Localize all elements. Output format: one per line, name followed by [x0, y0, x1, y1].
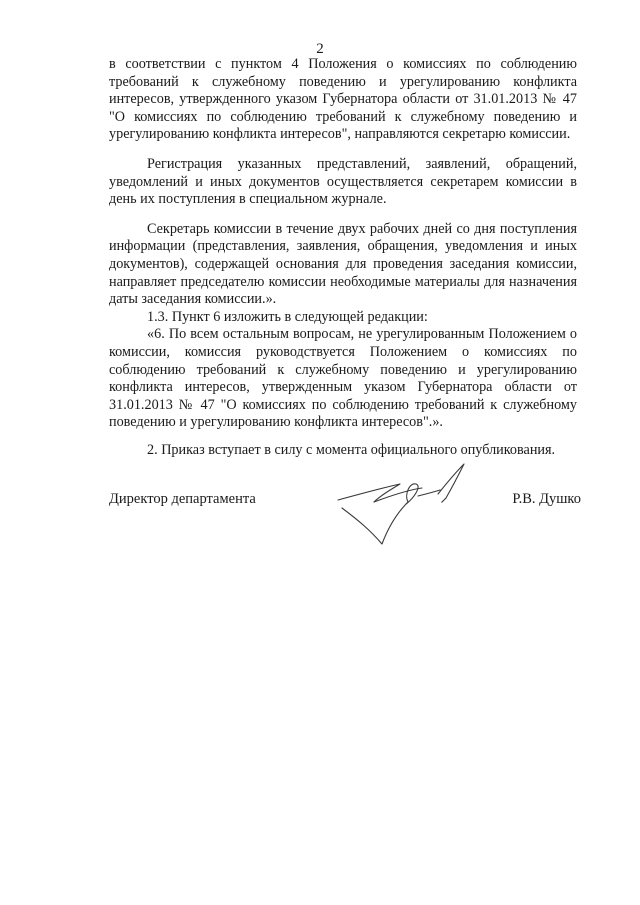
signatory-title: Директор департамента [109, 491, 256, 507]
page-number: 2 [316, 41, 324, 57]
paragraph-2: Регистрация указанных представлений, заявлений, обращений, уведомлений и иных документов осуществляется секретарем комиссии в день их поступления в специальном журнале. [109, 155, 577, 208]
paragraph-1: в соответствии с пунктом 4 Положения о комиссиях по соблюдению требований к служебному поведению и урегулированию конфликта интересов, утвержденного указом Губернатора области от 31.01.2013 № 47 "О комиссиях по соблюдению требований к служебному поведению и урегулированию конфликта интересов", направляются секретарю комиссии. [109, 56, 577, 143]
signatory-name: Р.В. Душко [512, 491, 581, 507]
paragraph-4: 1.3. Пункт 6 изложить в следующей редакции: [147, 308, 428, 325]
paragraph-6: 2. Приказ вступает в силу с момента официального опубликования. [147, 441, 556, 458]
document-body [109, 56, 577, 459]
paragraph-5: «6. По всем остальным вопросам, не урегулированным Положением о комиссии, комиссия руководствуется Положением о комиссиях по соблюдению требований к служебному поведению и урегулированию конфликта интересов, утвержденным указом Губернатора области от 31.01.2013 № 47 "О комиссиях по соблюдению требований к служебному поведению и урегулированию конфликта интересов".». [109, 326, 577, 431]
handwritten-signature [330, 458, 480, 553]
paragraph-3: Секретарь комиссии в течение двух рабочих дней со дня поступления информации (представления, заявления, обращения, уведомления и иных документов), содержащей основания для проведения заседания комиссии, направляет председателю комиссии необходимые материалы для назначения даты заседания комиссии.». [109, 220, 577, 308]
